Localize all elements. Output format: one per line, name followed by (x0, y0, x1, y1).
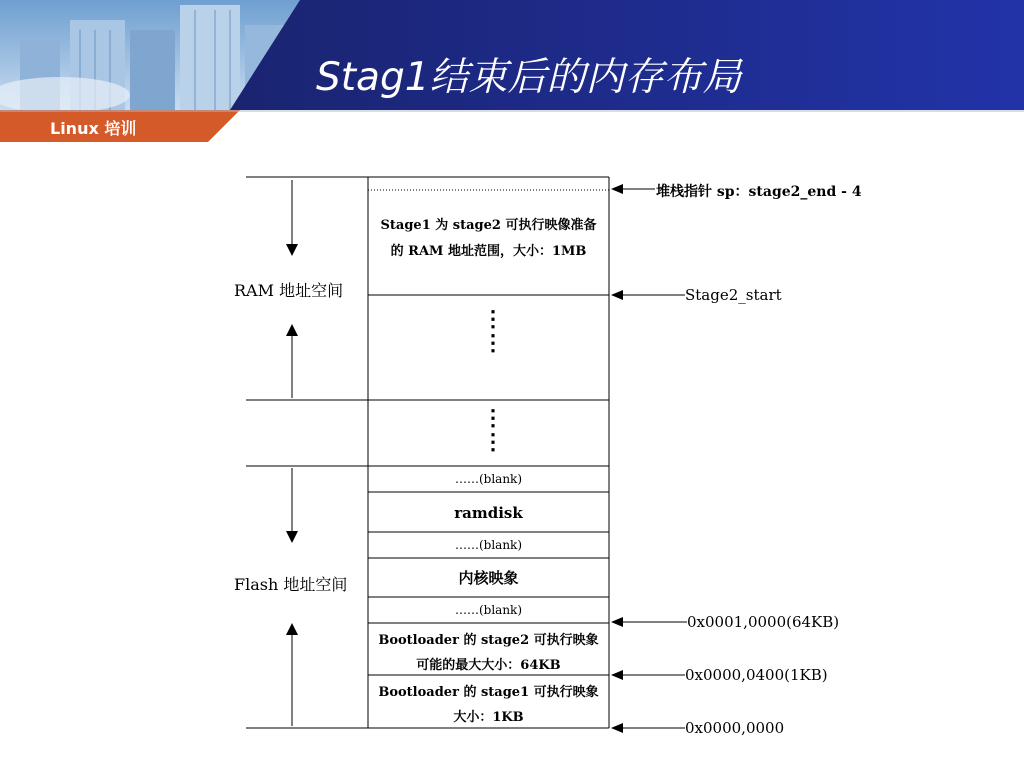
stack-pointer-label: 堆栈指针 sp：stage2_end - 4 (656, 184, 862, 200)
ram-region-label: RAM 地址空间 (234, 281, 344, 300)
address-64kb-label: 0x0001,0000(64KB) (687, 613, 840, 631)
course-tag: Linux 培训 (50, 119, 137, 138)
gap-continuation-dots-1: ⋮ (482, 405, 504, 431)
slide-title: Stag1结束后的内存布局 (316, 55, 742, 100)
kernel-image-cell: 内核映象 (458, 569, 519, 587)
blank-cell-2: ……(blank) (454, 538, 523, 552)
ram-continuation-dots-2: ⋮ (482, 330, 504, 356)
blank-cell-1: ……(blank) (454, 472, 523, 486)
stage1-ram-range-line1: Stage1 为 stage2 可执行映像准备 (380, 218, 597, 233)
bootloader-stage2-line2: 可能的最大大小：64KB (416, 658, 561, 673)
flash-region-label: Flash 地址空间 (234, 575, 348, 594)
bootloader-stage1-line2: 大小：1KB (453, 710, 524, 725)
address-1kb-label: 0x0000,0400(1KB) (685, 666, 828, 684)
blank-cell-3: ……(blank) (454, 603, 523, 617)
stage2-start-label: Stage2_start (685, 286, 782, 304)
ramdisk-cell: ramdisk (454, 504, 523, 522)
gap-continuation-dots-2: ⋮ (482, 429, 504, 455)
address-zero-label: 0x0000,0000 (685, 719, 785, 737)
ram-continuation-dots-1: ⋮ (482, 306, 504, 332)
bootloader-stage2-line1: Bootloader 的 stage2 可执行映象 (378, 633, 599, 648)
bootloader-stage1-line1: Bootloader 的 stage1 可执行映象 (378, 685, 599, 700)
stage1-ram-range-line2: 的 RAM 地址范围，大小：1MB (390, 244, 587, 259)
